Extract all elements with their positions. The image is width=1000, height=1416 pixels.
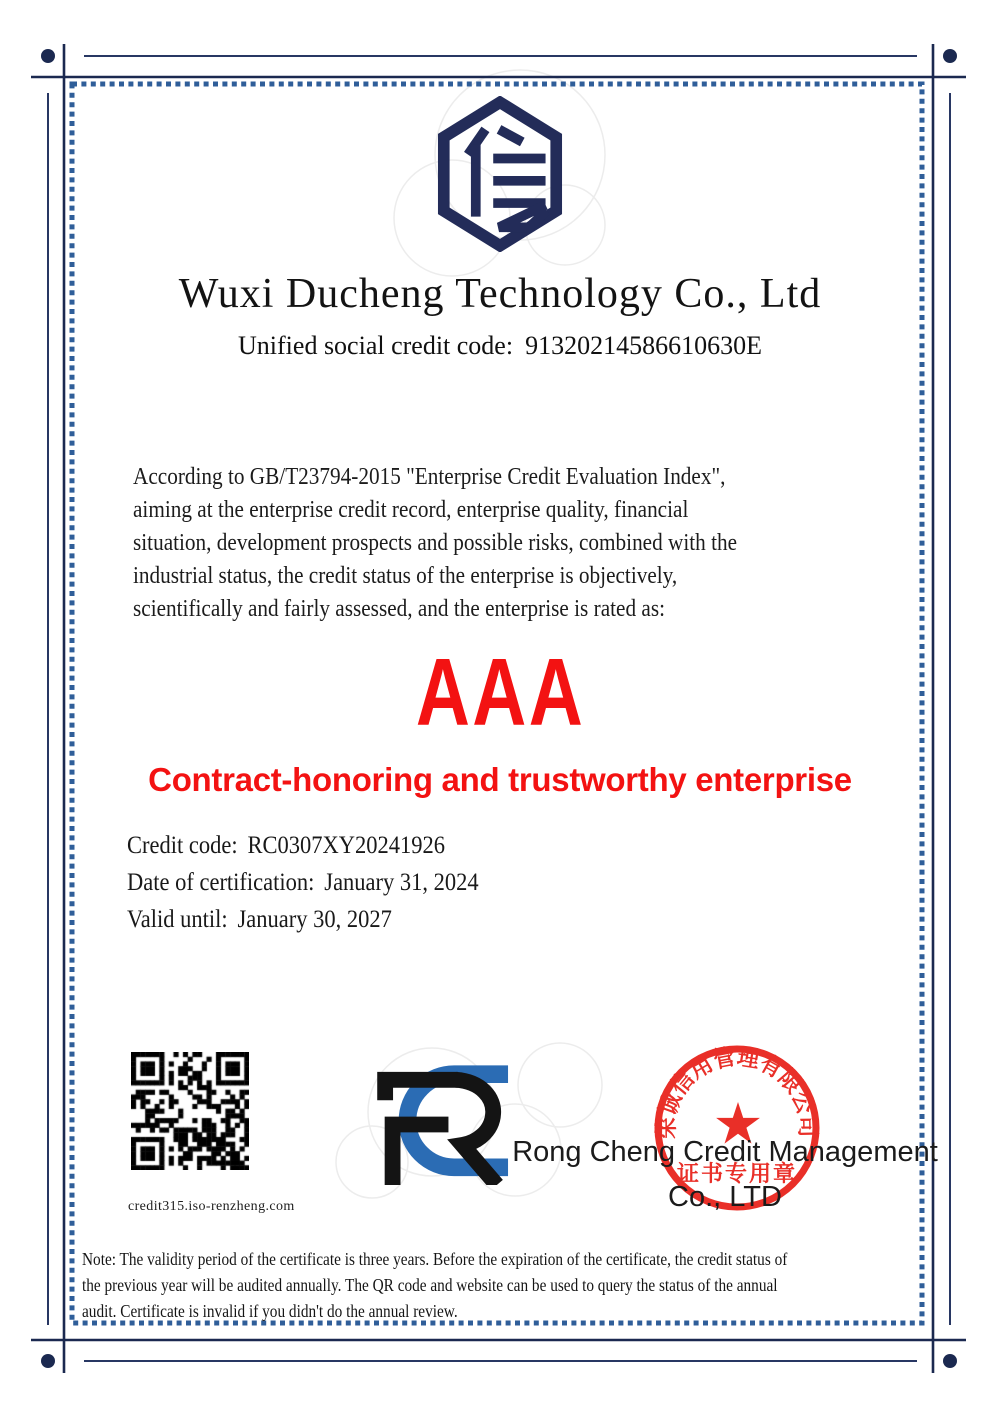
rating-grade: AAA <box>415 639 585 746</box>
paragraph-line: industrial status, the credit status of the enterprise is objectively, <box>133 563 678 589</box>
credit-code-label: Credit code: <box>127 832 238 859</box>
certification-date-label: Date of certification: <box>127 869 315 896</box>
note-line: Note: The validity period of the certificate is three years. Before the expiration of the certificate, the credit status of <box>82 1249 788 1269</box>
credit-code-value: RC0307XY20241926 <box>247 832 446 859</box>
issuer-line1: Rong Cheng Credit Management <box>512 1136 938 1168</box>
qr-caption-url: credit315.iso-renzheng.com <box>128 1199 295 1214</box>
hexagon-trust-logo-icon <box>437 96 563 252</box>
paragraph-line: scientifically and fairly assessed, and the enterprise is rated as: <box>133 596 665 622</box>
uscc-value: 91320214586610630E <box>525 331 762 360</box>
evaluation-paragraph <box>133 461 816 626</box>
credit-rating <box>0 639 1000 746</box>
issuer-name <box>500 1130 950 1220</box>
issuer-line2: Co., LTD <box>668 1181 782 1213</box>
valid-until-label: Valid until: <box>127 906 228 933</box>
qr-code-block <box>131 1052 249 1170</box>
paragraph-line: situation, development prospects and possible risks, combined with the <box>133 530 738 556</box>
uscc-label: Unified social credit code: <box>238 331 514 360</box>
rc-issuer-logo-icon <box>366 1050 516 1185</box>
validity-note <box>82 1246 912 1324</box>
valid-until-value: January 30, 2027 <box>237 906 392 933</box>
qr-code <box>131 1052 249 1170</box>
note-line: the previous year will be audited annually. The QR code and website can be used to query the status of the annual <box>82 1275 778 1295</box>
note-line: audit. Certificate is invalid if you didn't do the annual review. <box>82 1301 458 1321</box>
certificate-details <box>127 827 518 938</box>
paragraph-line: aiming at the enterprise credit record, enterprise quality, financial <box>133 497 689 523</box>
unified-social-credit-code <box>0 331 1000 361</box>
company-name: Wuxi Ducheng Technology Co., Ltd <box>178 271 822 317</box>
certification-date-row <box>127 864 479 901</box>
certification-date-value: January 31, 2024 <box>324 869 479 896</box>
credit-code-row <box>127 827 479 864</box>
rating-subtitle: Contract-honoring and trustworthy enterprise <box>148 761 852 798</box>
paragraph-line: According to GB/T23794-2015 "Enterprise Credit Evaluation Index", <box>133 464 726 490</box>
stamp-arc-text: 荣诚信用管理有限公司 <box>653 1044 821 1140</box>
valid-until-row <box>127 901 479 938</box>
stamp-center-text: 证书专用章 <box>676 1162 798 1187</box>
